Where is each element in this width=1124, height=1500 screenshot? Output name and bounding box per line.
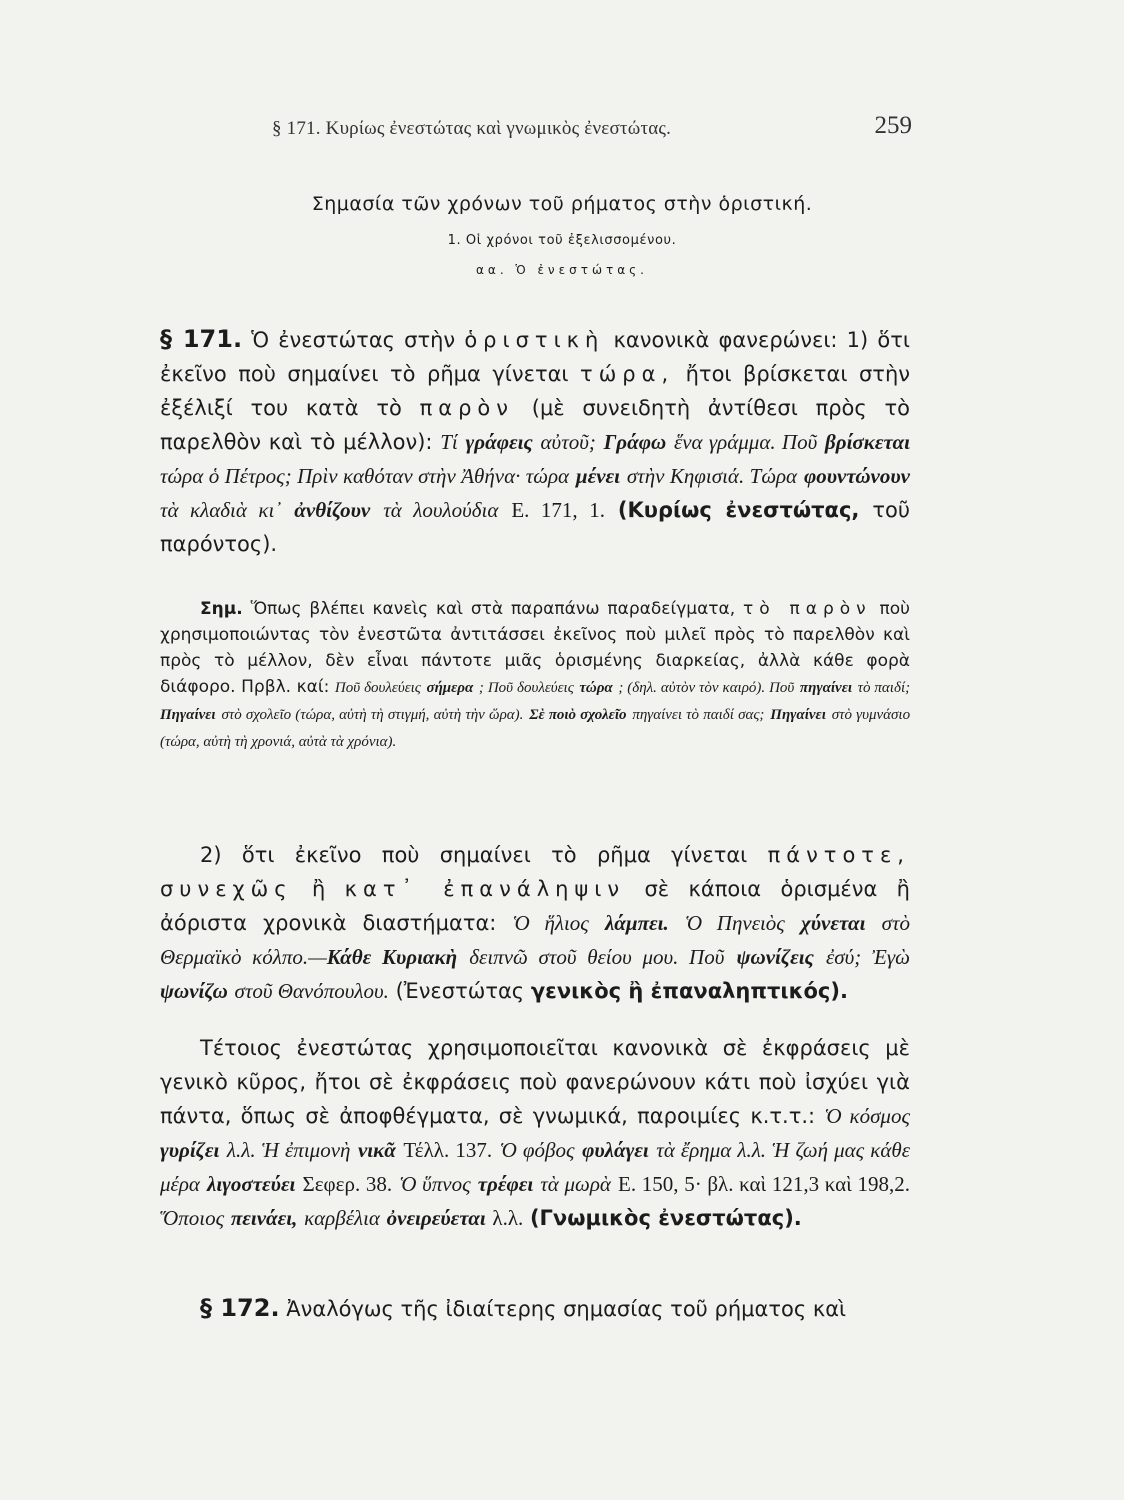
running-head [272,112,912,142]
text: (Ἐνεστώτας [395,979,525,1003]
example-text: Ὅποιος [160,1206,225,1230]
tense-label: γενικὸς ἢ ἐπαναληπτικός). [530,979,848,1003]
note-label: Σημ. [200,599,243,619]
example-text: Ποῦ δουλεύεις [334,680,421,696]
example-verb: φυλάγει [582,1138,649,1162]
text: λ.λ. [492,1206,524,1230]
text: ποὺ χρησιμοποιώντας τὸν ἐνεστῶτα ἀντιτάσσει ἐκεῖνος ποὺ μιλεῖ πρὸς τὸ παρελθὸν καὶ πρὸς τὸ μέλλον, δὲν εἶναι πάντοτε μιᾶς ὁρισμένης διαρκείας, ἀλλὰ κάθε φορὰ διάφορο. Πρβλ. καί: [160,599,911,697]
spaced-term: ὁριστικὴ [464,328,605,352]
paragraph-172 [160,1291,910,1326]
example-text: λ.λ. Ἡ ἐπιμονὴ [226,1138,351,1162]
tense-label: (Γνωμικὸς ἐνεστώτας). [529,1206,802,1230]
example-text: στὸ Θερμαϊκὸ κόλπο.— [160,911,910,969]
example-text: στὸ σχολεῖο (τώρα, αὐτὴ τὴ στιγμή, αὐτὴ τὴν ὥρα). [221,707,524,723]
reference: Σεφερ. 38. [302,1172,393,1196]
example-text: τὰ κλαδιὰ κι᾽ [160,498,282,522]
subheading-1: 1. Οἱ χρόνοι τοῦ ἐξελισσομένου. [447,233,677,248]
reference: Ε. 171, 1. [511,498,605,522]
example-verb: νικᾶ [357,1138,396,1162]
example-verb: Πηγαίνει [770,707,826,723]
example-verb: πηγαίνει [799,680,853,696]
example-text: Ὁ ἥλιος [512,911,589,935]
example-text: στοῦ Θανόπουλου. [234,979,389,1003]
text: Ὅπως βλέπει κανεὶς καὶ στὰ παραπάνω παραδείγματα, [250,599,736,619]
example-verb: τρέφει [477,1172,534,1196]
example-text: τὸ παιδί; [857,680,911,696]
running-head-title: § 171. Κυρίως ἐνεστώτας καὶ γνωμικὸς ἐνεστώτας. [272,118,672,139]
tense-label: (Κυρίως ἐνεστώτας, [617,498,860,522]
example-text: τὰ λουλούδια [383,498,499,522]
paragraph-3 [160,1031,910,1235]
example-verb: βρίσκεται [825,430,910,454]
note-paragraph [160,596,910,755]
example-verb: ψωνίζω [160,979,228,1003]
example-text: ; Ποῦ δουλεύεις [478,680,574,696]
section-heading: Σημασία τῶν χρόνων τοῦ ρήματος στὴν ὁριστική. [311,193,813,215]
example-verb: Σὲ ποιὸ σχολεῖο [529,707,627,723]
example-text: πηγαίνει τὸ παιδί σας; [632,707,765,723]
text: ἢ [311,877,326,901]
example-verb: ψωνίζεις [736,945,814,969]
text: Ἀναλόγως τῆς ἰδιαίτερης σημασίας τοῦ ρήματος καὶ [286,1297,847,1321]
text: Ὁ ἐνεστώτας στὴν [251,328,456,352]
example-text: δειπνῶ στοῦ θείου μου. Ποῦ [469,945,725,969]
reference: Ε. 150, 5· βλ. καὶ 121,3 καὶ 198,2. [618,1172,910,1196]
example-verb: Πηγαίνει [160,707,216,723]
example-text: στὸ γυμνάσιο (τώρα, αὐτὴ τὴ χρονιά, αὐτὰ τὰ χρόνια). [160,707,911,750]
text: ἤτοι βρίσκεται στὴν ἐξέλιξί του κατὰ τὸ [160,362,910,420]
example-text: Ὁ Πηνειὸς [684,911,785,935]
example-text: αὐτοῦ; [540,430,596,454]
spaced-term: κατ᾽ ἐπανάληψιν [344,877,626,901]
example-text: ἕνα γράμμα. Ποῦ [673,430,818,454]
page-number: 259 [874,112,912,139]
example-text: τὰ μωρὰ [540,1172,611,1196]
text: (μὲ συνειδητὴ ἀντίθεσι πρὸς τὸ παρελθὸν καὶ τὸ μέλλον): [160,396,910,454]
example-text: Ὁ ὕπνος [399,1172,471,1196]
spaced-term: παρὸν [419,396,514,420]
section-number: § 171. [160,325,243,353]
text: Τέτοιος ἐνεστώτας χρησιμοποιεῖται κανονικὰ σὲ ἐκφράσεις μὲ γενικὸ κῦρος, ἤτοι σὲ ἐκφράσεις ποὺ φανερώνουν κάτι ποὺ ἰσχύει γιὰ πάντα, ὅπως σὲ ἀποφθέγματα, σὲ γνωμικά, παροιμίες κ.τ.τ.: [160,1036,910,1128]
spaced-term: τώρα, [580,362,675,386]
example-text: στὴν Κηφισιά. Τώρα [626,464,798,488]
paragraph-171 [160,322,910,561]
example-verb: ἀνθίζουν [294,498,371,522]
example-verb: μένει [575,464,620,488]
example-verb: Κάθε Κυριακὴ [326,945,458,969]
section-number: § 172. [200,1294,280,1322]
example-verb: Γράφω [603,430,667,454]
text: κανονικὰ φανερώνει: 1) ὅτι ἐκεῖνο ποὺ σημαίνει τὸ ρῆμα γίνεται [160,328,910,386]
reference: Τέλλ. 137. [403,1138,493,1162]
example-text: Ὁ κόσμος [824,1104,910,1128]
spaced-term: πάντοτε, συνεχῶς [160,843,910,901]
example-text: Ὁ φόβος [499,1138,575,1162]
text: σὲ κάποια ὁρισμένα ἢ ἀόριστα χρονικὰ διαστήματα: [160,877,910,935]
example-text: τὰ ἔρημα λ.λ. Ἡ ζωή μας κάθε μέρα [160,1138,910,1196]
example-text: ἐσύ; Ἐγὼ [826,945,910,969]
example-verb: τώρα [579,680,613,696]
example-verb: σήμερα [426,680,474,696]
example-verb: γράφεις [465,430,533,454]
example-text: ; (δηλ. αὐτὸν τὸν καιρό). Ποῦ [618,680,795,696]
subheading-2: αα. Ὁ ἐνεστώτας. [476,263,648,277]
example-verb: λάμπει. [604,911,669,935]
example-verb: γυρίζει [160,1138,220,1162]
paragraph-2 [160,838,910,1008]
example-text: τώρα ὁ Πέτρος; Πρὶν καθόταν στὴν Ἀθήνα· τώρα [160,464,570,488]
example-verb: ὀνειρεύεται [386,1206,486,1230]
example-verb: φουντώνουν [803,464,910,488]
example-text: καρβέλια [304,1206,380,1230]
example-text: Τί [440,430,458,454]
example-verb: πεινάει, [230,1206,298,1230]
spaced-term: τὸ παρὸν [743,599,872,619]
example-verb: λιγοστεύει [207,1172,296,1196]
example-verb: χύνεται [800,911,866,935]
text: τοῦ παρόντος). [160,498,911,556]
text: 2) ὅτι ἐκεῖνο ποὺ σημαίνει τὸ ρῆμα γίνεται [200,843,748,867]
